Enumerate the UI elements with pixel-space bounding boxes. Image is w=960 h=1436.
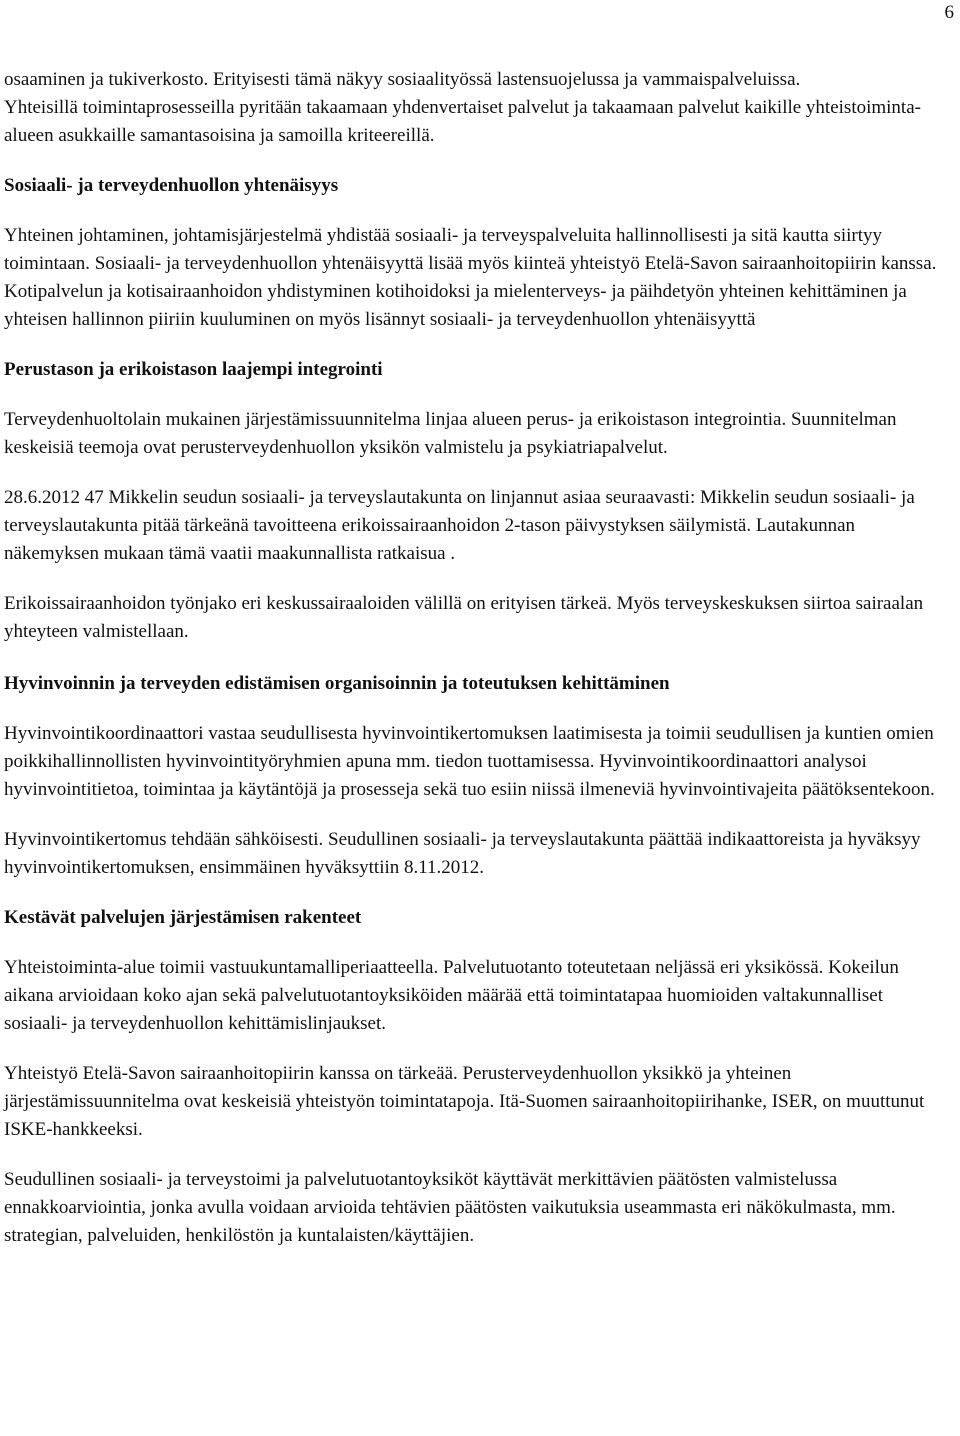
intro-paragraph-2: Yhteisillä toimintaprosesseilla pyritään takaamaan yhdenvertaiset palvelut ja takaamaan palvelut kaikille yhteistoiminta-alueen asukkaille samantasoisina ja samoilla kriteereillä. [4, 97, 921, 146]
section-heading-integration: Perustason ja erikoistason laajempi integrointi [4, 359, 383, 380]
section-integration-paragraph-1: Terveydenhuoltolain mukainen järjestämissuunnitelma linjaa alueen perus- ja erikoistason integrointia. Suunnitelman keskeisiä teemoja ovat perusterveydenhuollon yksikön valmistelu ja psykiatriapalvelut. [4, 409, 897, 458]
section-heading-structures: Kestävät palvelujen järjestämisen rakenteet [4, 907, 362, 928]
section-sote-unity-paragraph-1: Yhteinen johtaminen, johtamisjärjestelmä yhdistää sosiaali- ja terveyspalveluita hallinnollisesti ja sitä kautta siirtyy toimintaan. Sosiaali- ja terveydenhuollon yhtenäisyyttä lisää myös kiinteä yhteistyö Etelä-Savon sairaanhoitopiirin kanssa. Kotipalvelun ja kotisairaanhoidon yhdistyminen kotihoidoksi ja mielenterveys- ja päihdetyön yhteinen kehittäminen ja yhteisen hallinnon piiriin kuuluminen on myös lisännyt sosiaali- ja terveydenhuollon yhtenäisyyttä [4, 225, 937, 330]
section-wellbeing-paragraph-2: Hyvinvointikertomus tehdään sähköisesti. Seudullinen sosiaali- ja terveyslautakunta päättää indikaattoreista ja hyväksyy hyvinvointikertomuksen, ensimmäinen hyväksyttiin 8.11.2012. [4, 829, 921, 878]
intro-paragraph-1: osaaminen ja tukiverkosto. Erityisesti tämä näkyy sosiaalityössä lastensuojelussa ja vammaispalveluissa. [4, 69, 801, 90]
section-heading-wellbeing: Hyvinvoinnin ja terveyden edistämisen organisoinnin ja toteutuksen kehittäminen [4, 673, 670, 694]
section-wellbeing-paragraph-1: Hyvinvointikoordinaattori vastaa seudullisesta hyvinvointikertomuksen laatimisesta ja toimii seudullisen ja kuntien omien poikkihallinnollisten hyvinvointityöryhmien apuna mm. tiedon tuottamisessa. Hyvinvointikoordinaattori analysoi hyvinvointitietoa, toimintaa ja käytäntöjä ja prosesseja sekä tuo esiin niissä ilmeneviä hyvinvointivajeita päätöksentekoon. [4, 723, 935, 800]
section-integration-paragraph-3: Erikoissairaanhoidon työnjako eri keskussairaaloiden välillä on erityisen tärkeä. Myös terveyskeskuksen siirtoa sairaalan yhteyteen valmistellaan. [4, 593, 924, 642]
section-heading-sote-unity: Sosiaali- ja terveydenhuollon yhtenäisyys [4, 175, 339, 196]
section-structures-paragraph-2: Yhteistyö Etelä-Savon sairaanhoitopiirin kanssa on tärkeää. Perusterveydenhuollon yksikkö ja yhteinen järjestämissuunnitelma ovat keskeisiä yhteistyön toimintatapoja. Itä-Suomen sairaanhoitopiirihanke, ISER, on muuttunut ISKE-hankkeeksi. [4, 1063, 925, 1140]
section-structures-paragraph-3: Seudullinen sosiaali- ja terveystoimi ja palvelutuotantoyksiköt käyttävät merkittävien päätösten valmistelussa ennakkoarviointia, jonka avulla voidaan arvioida tehtävien päätösten vaikutuksia useammasta eri näkökulmasta, mm. strategian, palveluiden, henkilöstön ja kuntalaisten/käyttäjien. [4, 1169, 896, 1246]
section-structures-paragraph-1: Yhteistoiminta-alue toimii vastuukuntamalliperiaatteella. Palvelutuotanto toteutetaan neljässä eri yksikössä. Kokeilun aikana arvioidaan koko ajan sekä palvelutuotantoyksiköiden määrää että toimintatapaa huomioiden valtakunnalliset sosiaali- ja terveydenhuollon kehittämislinjaukset. [4, 957, 899, 1034]
page-number: 6 [944, 2, 954, 23]
section-integration-paragraph-2: 28.6.2012 47 Mikkelin seudun sosiaali- ja terveyslautakunta on linjannut asiaa seuraavasti: Mikkelin seudun sosiaali- ja terveyslautakunta pitää tärkeänä tavoitteena erikoissairaanhoidon 2-tason päivystyksen säilymistä. Lautakunnan näkemyksen mukaan tämä vaatii maakunnallista ratkaisua . [4, 487, 915, 564]
document-body [4, 66, 944, 1250]
